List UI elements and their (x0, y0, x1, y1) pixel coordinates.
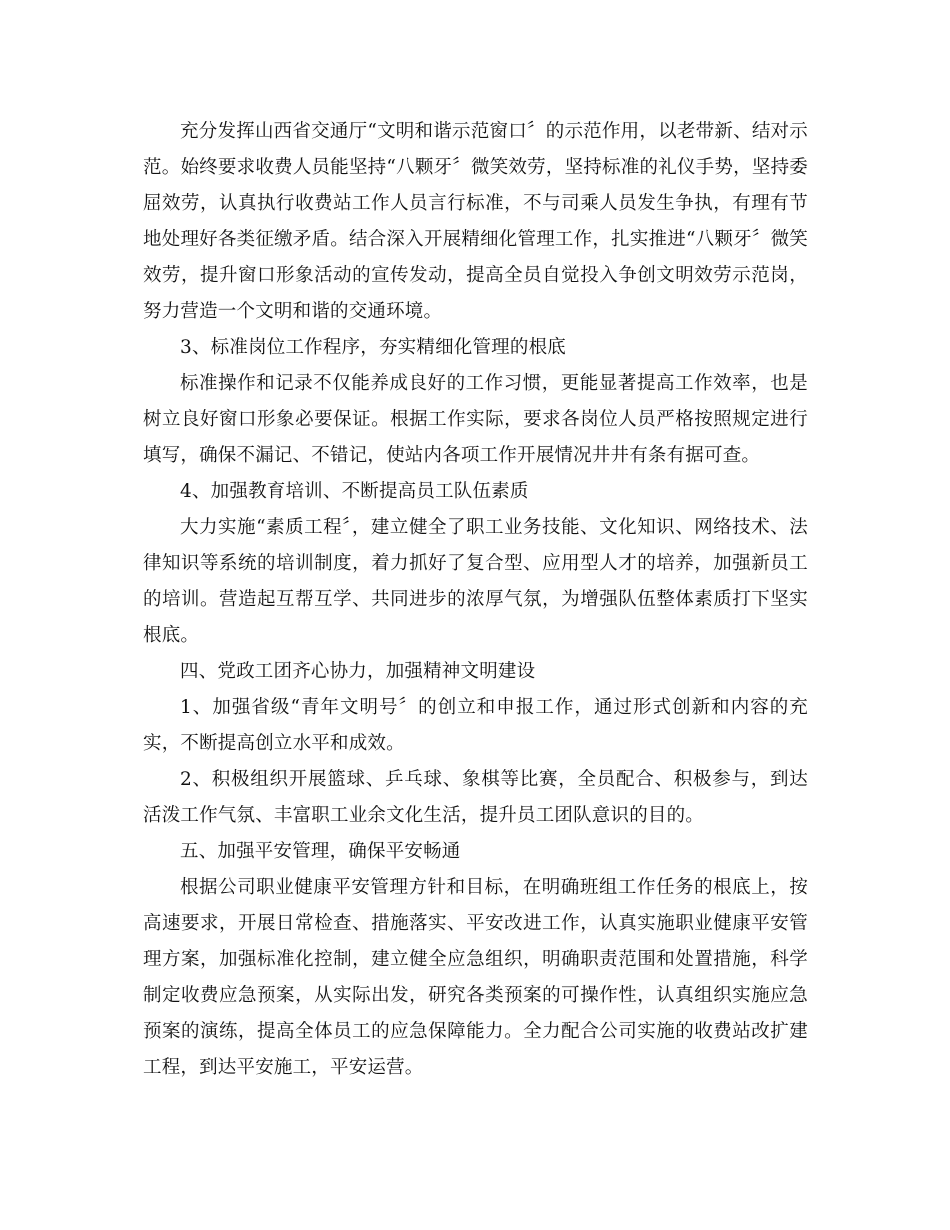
paragraph-demonstration-window: 充分发挥山西省交通厅“文明和谐示范窗口〞的示范作用，以老带新、结对示范。始终要求收费人员能坚持“八颗牙〞微笑效劳，坚持标准的礼仪手势，坚持委屈效劳，认真执行收费站工作人员言行标准，不与司乘人员发生争执，有理有节地处理好各类征缴矛盾。结合深入开展精细化管理工作，扎实推进“八颗牙〞微笑效劳，提升窗口形象活动的宣传发动，提高全员自觉投入争创文明效劳示范岗，努力营造一个文明和谐的交通环境。 (143, 121, 808, 322)
paragraph-sports-competitions: 2、积极组织开展篮球、乒乓球、象棋等比赛，全员配合、积极参与，到达活泼工作气氛、丰富职工业余文化生活，提升员工团队意识的目的。 (143, 769, 808, 826)
heading-party-cooperation: 四、党政工团齐心协力，加强精神文明建设 (180, 661, 536, 682)
paragraph-safety-policy: 根据公司职业健康平安管理方针和目标，在明确班组工作任务的根底上，按高速要求，开展日常检查、措施落实、平安改进工作，认真实施职业健康平安管理方案，加强标准化控制，建立健全应急组织，明确职责范围和处置措施，科学制定收费应急预案，从实际出发，研究各类预案的可操作性，认真组织实施应急预案的演练，提高全体员工的应急保障能力。全力配合公司实施的收费站改扩建工程，到达平安施工，平安运营。 (143, 877, 808, 1078)
heading-education-training: 4、加强教育培训、不断提高员工队伍素质 (180, 481, 529, 502)
paragraph-standard-operations: 标准操作和记录不仅能养成良好的工作习惯，更能显著提高工作效率，也是树立良好窗口形象必要保证。根据工作实际，要求各岗位人员严格按照规定进行填写，确保不漏记、不错记，使站内各项工作开展情况井井有条有据可查。 (143, 373, 808, 466)
heading-safety-management: 五、加强平安管理，确保平安畅通 (180, 841, 461, 862)
paragraph-quality-project: 大力实施“素质工程〞，建立健全了职工业务技能、文化知识、网络技术、法律知识等系统的培训制度，着力抓好了复合型、应用型人才的培养，加强新员工的培训。营造起互帮互学、共同进步的浓厚气氛，为增强队伍整体素质打下坚实根底。 (143, 517, 808, 646)
document-body (143, 114, 808, 1086)
paragraph-youth-civilization: 1、加强省级“青年文明号〞的创立和申报工作，通过形式创新和内容的充实，不断提高创立水平和成效。 (143, 697, 808, 754)
heading-standard-post-procedures: 3、标准岗位工作程序，夯实精细化管理的根底 (180, 337, 566, 358)
